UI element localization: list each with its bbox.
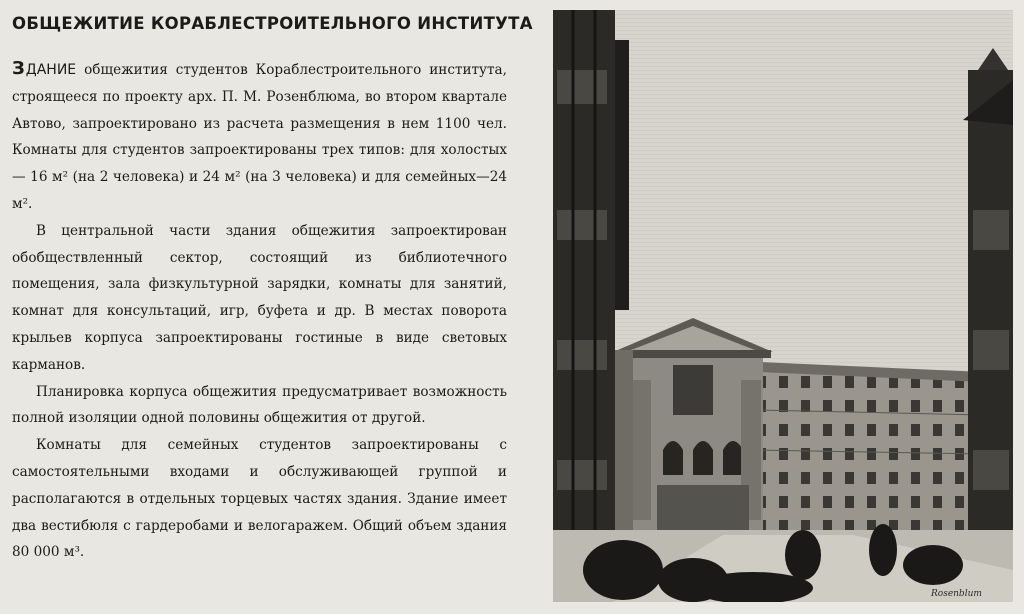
- artist-signature: Rosenblum: [931, 589, 982, 599]
- article-body: [12, 56, 507, 566]
- paragraph-3: Планировка корпуса общежития предусматривает возможность полной изоляции одной половины общежития от другой.: [12, 383, 507, 427]
- paragraph-2: В центральной части здания общежития запроектирован обобществленный сектор, состоящий из библиотечного помещения, зала физкультурной зарядки, комнаты для занятий, комнат для консультаций, игр, буфета и др. В местах поворота крыльев корпуса запроектированы гостиные в виде световых карманов.: [12, 222, 507, 373]
- paragraph-1-text: общежития студентов Кораблестроительного института, строящееся по проекту арх. П. М. Розенблюма, во втором квартале Автово, запроектировано из расчета размещения в нем 1100 чел. Комнаты для студентов запроектированы трех типов: для холостых — 16 м² (на 2 человека) и 24 м² (на 3 человека) и для семейных—24 м².: [12, 62, 507, 212]
- paragraph-1: [12, 56, 507, 218]
- right-wing: [758, 362, 983, 530]
- lead-word: ДАНИЕ: [25, 62, 77, 78]
- building-illustration: [553, 10, 1013, 602]
- central-pavilion: [613, 318, 773, 530]
- right-tower: [963, 48, 1013, 602]
- drop-cap: З: [12, 58, 25, 79]
- page-title: ОБЩЕЖИТИЕ КОРАБЛЕСТРОИТЕЛЬНОГО ИНСТИТУТА: [12, 14, 533, 33]
- building-drawing: [553, 10, 1013, 602]
- left-wing: [613, 350, 633, 530]
- paragraph-4: Комнаты для семейных студентов запроектированы с самостоятельными входами и обслуживающей группой и располагаются в отдельных торцевых частях здания. Здание имеет два вестибюля с гардеробами и велогаражем. Общий объем здания 80 000 м³.: [12, 437, 507, 561]
